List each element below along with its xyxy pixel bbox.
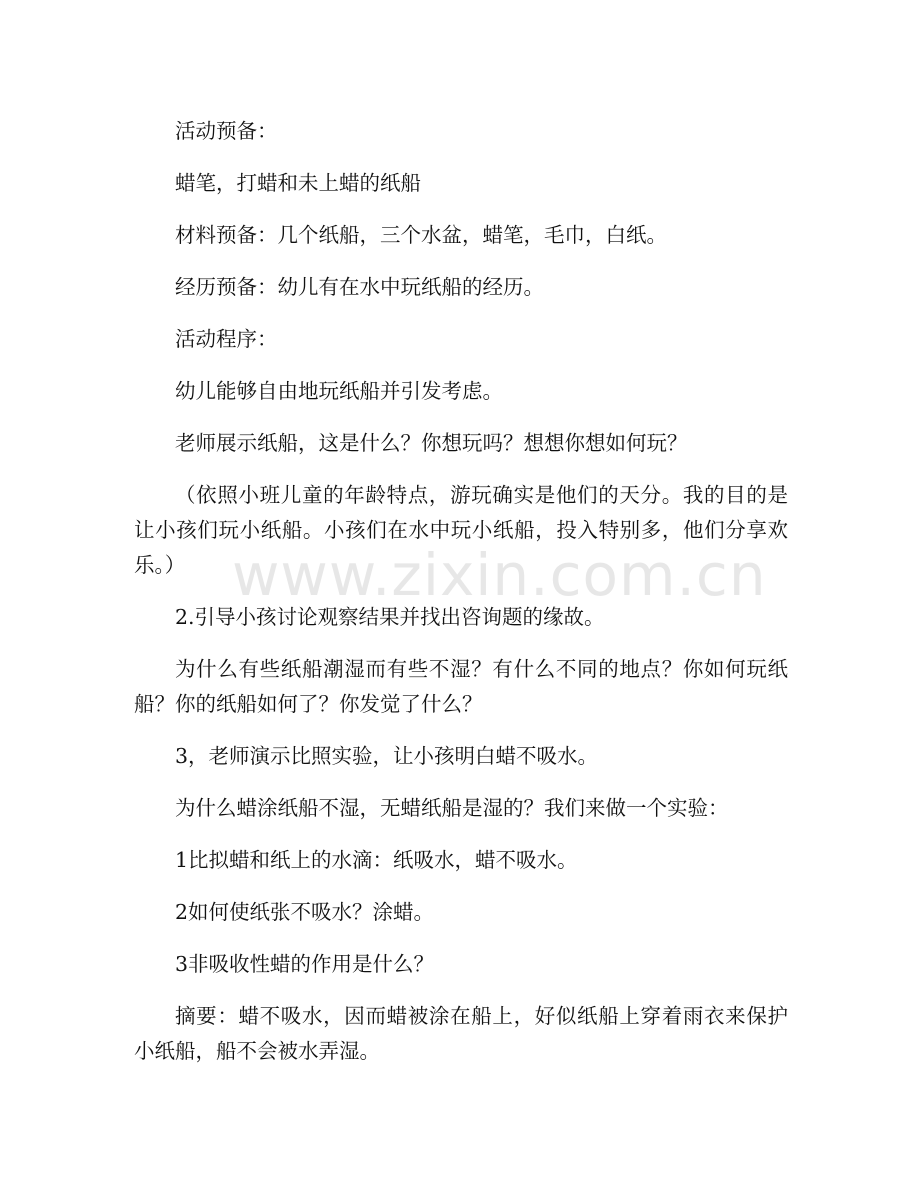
paragraph-summary: 摘要：蜡不吸水，因而蜡被涂在船上，好似纸船上穿着雨衣来保护小纸船，船不会被水弄湿。 bbox=[134, 1004, 788, 1063]
paragraph-step-2: 2.引导小孩讨论观察结果并找出咨询题的缘故。 bbox=[175, 605, 605, 629]
paragraph-materials: 材料预备：几个纸船，三个水盆，蜡笔，毛巾，白纸。 bbox=[175, 223, 667, 247]
paragraph-activity-prep: 活动预备： bbox=[175, 119, 278, 143]
paragraph-questions: 为什么有些纸船潮湿而有些不湿？有什么不同的地点？你如何玩纸船？你的纸船如何了？你发觉了什么？ bbox=[134, 657, 788, 716]
paragraph-experiment-1: 1比拟蜡和纸上的水滴：纸吸水，蜡不吸水。 bbox=[175, 848, 578, 872]
paragraph-experience: 经历预备：幼儿有在水中玩纸船的经历。 bbox=[175, 275, 544, 299]
paragraph-free-play: 幼儿能够自由地玩纸船并引发考虑。 bbox=[175, 379, 503, 403]
paragraph-experiment-3: 3非吸收性蜡的作用是什么？ bbox=[175, 952, 435, 976]
paragraph-teacher-shows: 老师展示纸船，这是什么？你想玩吗？想想你想如何玩？ bbox=[175, 431, 688, 455]
watermark: www.zixin.com.cn bbox=[232, 541, 767, 609]
paragraph-step-3: 3，老师演示比照实验，让小孩明白蜡不吸水。 bbox=[175, 744, 599, 768]
paragraph-rationale: （依照小班儿童的年龄特点，游玩确实是他们的天分。我的目的是让小孩们玩小纸船。小孩们在水中玩小纸船，投入特别多，他们分享欢乐。） bbox=[134, 483, 788, 577]
paragraph-experiment-2: 2如何使纸张不吸水？涂蜡。 bbox=[175, 900, 435, 924]
paragraph-experiment-intro: 为什么蜡涂纸船不湿，无蜡纸船是湿的？我们来做一个实验： bbox=[175, 796, 729, 820]
document-body bbox=[134, 114, 788, 1086]
paragraph-crayons: 蜡笔，打蜡和未上蜡的纸船 bbox=[175, 171, 421, 195]
paragraph-procedure-heading: 活动程序： bbox=[175, 327, 278, 351]
